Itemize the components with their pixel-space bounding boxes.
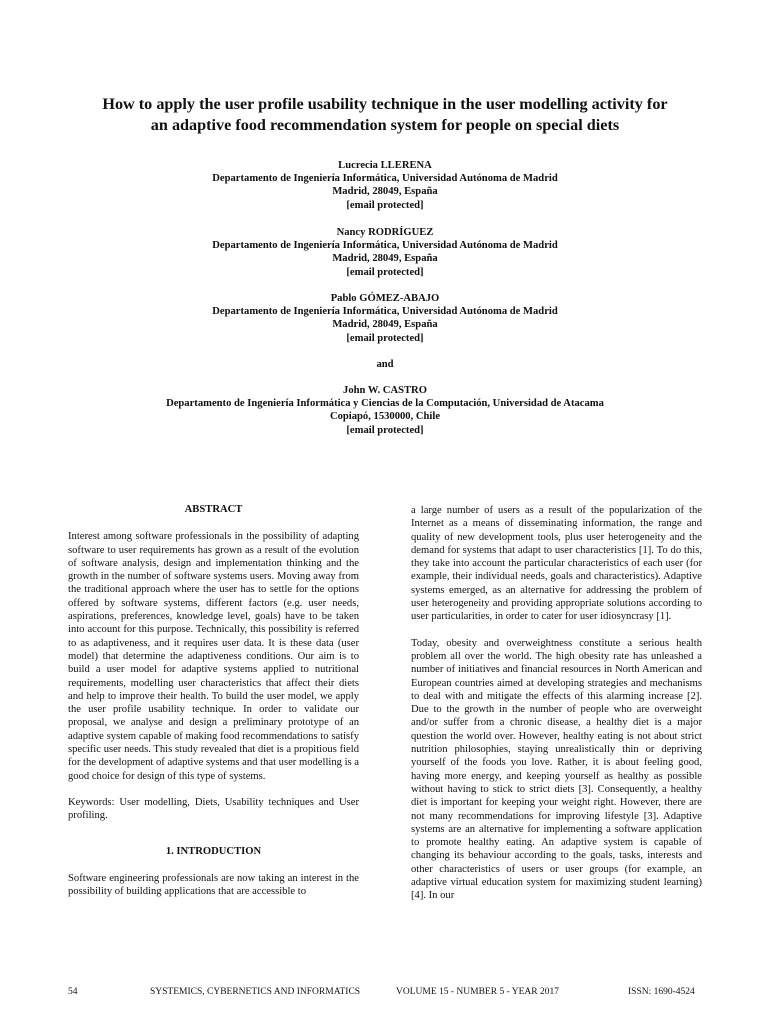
- author-name: John W. CASTRO: [343, 385, 427, 396]
- author-email: [email protected]: [346, 266, 424, 278]
- issn: ISSN: 1690-4524: [628, 987, 695, 997]
- author-email: [email protected]: [346, 424, 424, 436]
- abstract-text: Interest among software professionals in the possibility of adapting software to user requirements has grown as a result of the evolution of software analysis, design and implementation thinking and the growth in the number of software systems users. Moving away from the traditional approach where the user has to settle for the options offered by software systems, different factors (e.g. user needs, aspirations, preferences, knowledge level, goals) have to be taken into account for this purpose. Technically, this possibility is referred to as adaptiveness, and it requires user data. It is these data (user model) that determine the adaptiveness conditions. Our aim is to build a user model for adaptive systems applied to nutritional requirements, modelling user characteristics that affect their diets and help to improve their health. To build the user model, we apply the user profile usability technique. In order to validate our proposal, we analyse and design a preliminary prototype of an adaptive system capable of making food recommendations to satisfy specific user needs. This study revealed that diet is a propitious field for the development of adaptive systems and that user modelling is a good choice for design of this type of systems.: [68, 531, 359, 782]
- author-block-4: [60, 384, 710, 437]
- title-line-2: an adaptive food recommendation system for people on special diets: [150, 116, 620, 134]
- author-affiliation: Departamento de Ingeniería Informática, Universidad Autónoma de Madrid: [212, 306, 558, 318]
- keywords: [68, 796, 359, 823]
- author-affiliation: Departamento de Ingeniería Informática y Ciencias de la Computación, Universidad de Atacama: [166, 398, 604, 410]
- author-email: [email protected]: [346, 332, 424, 344]
- author-block-3: [60, 292, 710, 345]
- author-name: Nancy RODRÍGUEZ: [336, 227, 434, 238]
- author-name: Pablo GÓMEZ-ABAJO: [330, 293, 440, 304]
- keywords-label: Keywords: [68, 796, 112, 808]
- page-number: 54: [68, 987, 78, 997]
- title-line-1: How to apply the user profile usability technique in the user modelling activity for: [102, 95, 668, 113]
- journal-name: SYSTEMICS, CYBERNETICS AND INFORMATICS: [150, 987, 361, 997]
- introduction-text-left: Software engineering professionals are now taking an interest in the possibility of building applications that are accessible to: [68, 872, 359, 898]
- author-affiliation: Departamento de Ingeniería Informática, Universidad Autónoma de Madrid: [212, 240, 558, 252]
- page-footer: [0, 987, 770, 1001]
- keywords-text: : User modelling, Diets, Usability techniques and User profiling.: [68, 796, 359, 822]
- author-location: Madrid, 28049, España: [332, 186, 438, 198]
- author-block-1: [60, 159, 710, 212]
- introduction-heading: 1. INTRODUCTION: [165, 845, 262, 857]
- author-affiliation: Departamento de Ingeniería Informática, Universidad Autónoma de Madrid: [212, 173, 558, 185]
- author-and-separator: and: [376, 359, 394, 370]
- right-column: [411, 504, 702, 916]
- author-block-2: [60, 226, 710, 279]
- left-column: [68, 503, 359, 911]
- volume-info: VOLUME 15 - NUMBER 5 - YEAR 2017: [396, 987, 559, 997]
- author-location: Madrid, 28049, España: [332, 319, 438, 331]
- introduction-paragraph-2: Today, obesity and overweightness constitute a serious health problem all over the world. The high obesity rate has unleashed a number of initiatives and financial resources in North American and European countries aimed at developing strategies and mechanisms to deal with and mitigate the effects of this alarming increase [2]. Due to the growth in the number of people who are overweight and/or suffer from a chronic disease, a healthy diet is a major question the world over. However, healthy eating is not about strict nutrition philosophies, staying unrealistically thin or depriving yourself of the foods you love. Rather, it is about feeling good, having more energy, and keeping yourself as healthy as possible without having to stick to strict diets [3]. Consequently, a healthy diet is important for keeping your weight right. However, there are not many recommendations for improving lifestyle [3]. Adaptive systems are an alternative for implementing a software application to promote healthy eating. An adaptive system is capable of changing its behaviour according to the goals, tasks, interests and other characteristics of users or user groups (for example, an adaptive virtual education system for maximizing student learning) [4]. In our: [411, 637, 702, 902]
- author-location: Copiapó, 1530000, Chile: [329, 411, 441, 423]
- author-name: Lucrecia LLERENA: [338, 160, 432, 171]
- abstract-heading: ABSTRACT: [184, 504, 243, 515]
- introduction-paragraph-1: a large number of users as a result of the popularization of the Internet as a means of disseminating information, the range and quality of new development tools, plus user heterogeneity and the demand for systems that adapt to user characteristics [1]. To do this, they take into account the particular characteristics of each user (for example, their individual needs, goals and characteristics). Adaptive systems emerged, as an alternative for addressing the problem of user heterogeneity and providing appropriate solutions according to user particularities, in order to cater for user idiosyncrasy [1].: [411, 505, 702, 623]
- paper-title: [60, 94, 710, 136]
- author-email: [email protected]: [346, 199, 424, 211]
- author-location: Madrid, 28049, España: [332, 253, 438, 265]
